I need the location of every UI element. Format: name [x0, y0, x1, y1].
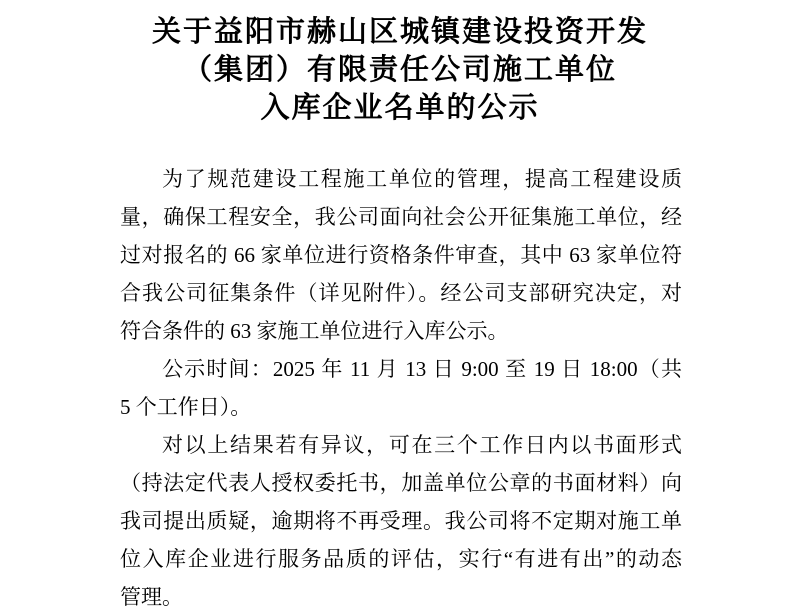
- paragraph-1-line-1: 为了规范建设工程施工单位的管理，提高工程建设质: [162, 167, 682, 191]
- paragraph-1-line-4: 合我公司征集条件（详见附件）。经公司支部研究决定，对: [120, 281, 682, 305]
- document-title-line-3: 入库企业名单的公示: [260, 92, 540, 124]
- paragraph-3-line-4: 位入库企业进行服务品质的评估，实行“有进有出”的动态: [120, 547, 682, 571]
- paragraph-3-line-3: 我司提出质疑，逾期将不再受理。我公司将不定期对施工单: [120, 509, 682, 533]
- document-title-line-1: 关于益阳市赫山区城镇建设投资开发: [151, 16, 648, 48]
- document-title-line-2: （集团）有限责任公司施工单位: [182, 54, 617, 86]
- paragraph-1-line-2: 量，确保工程安全，我公司面向社会公开征集施工单位，经: [120, 205, 682, 229]
- paragraph-2-line-2: 5 个工作日）。: [120, 395, 252, 419]
- paragraph-3-line-5: 管理。: [120, 585, 183, 609]
- paragraph-1: [120, 160, 682, 350]
- paragraph-2: [120, 350, 682, 426]
- paragraph-2-line-1: 公示时间：2025 年 11 月 13 日 9:00 至 19 日 18:00（共: [162, 357, 682, 381]
- paragraph-1-line-3: 过对报名的 66 家单位进行资格条件审查，其中 63 家单位符: [120, 243, 682, 267]
- document-title: [0, 0, 800, 127]
- paragraph-3-line-2: （持法定代表人授权委托书，加盖单位公章的书面材料）向: [120, 471, 682, 495]
- document-body: [120, 160, 682, 616]
- paragraph-3-line-1: 对以上结果若有异议，可在三个工作日内以书面形式: [162, 433, 682, 457]
- paragraph-1-line-5: 符合条件的 63 家施工单位进行入库公示。: [120, 319, 509, 343]
- paragraph-3: [120, 426, 682, 616]
